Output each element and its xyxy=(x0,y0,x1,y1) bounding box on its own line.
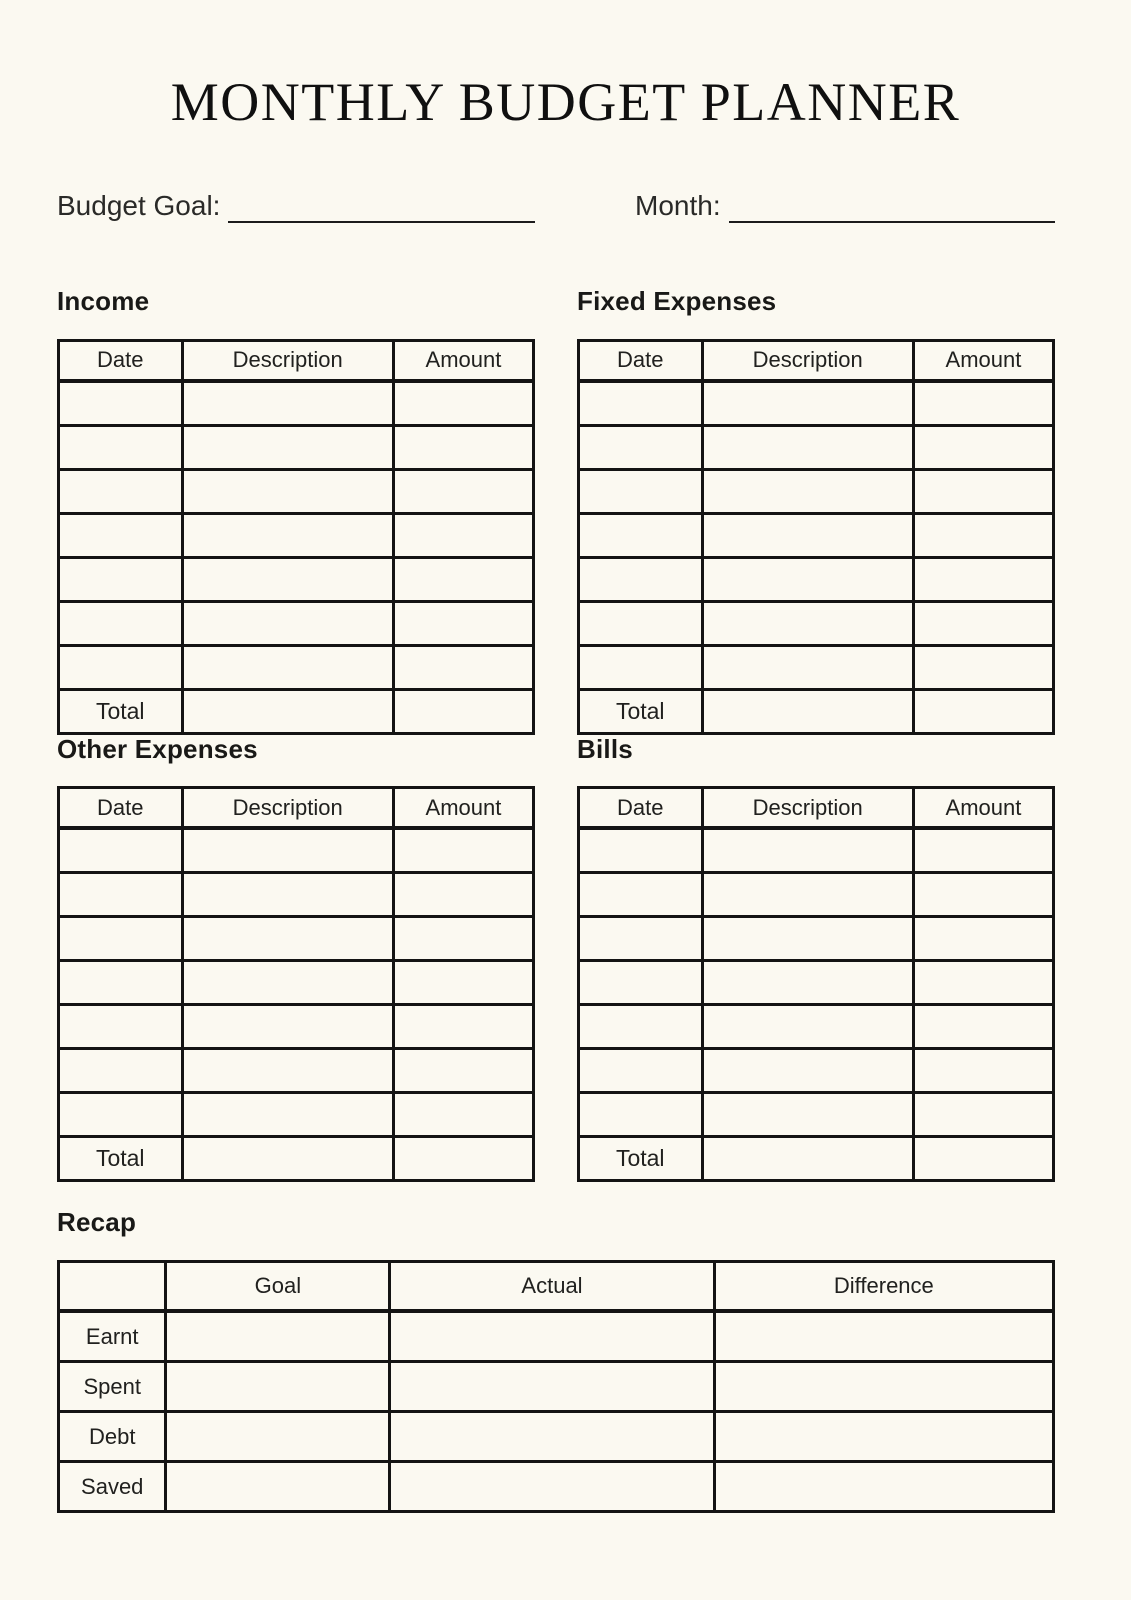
empty-cell[interactable] xyxy=(579,557,703,601)
fixed-expenses-table xyxy=(577,339,1055,735)
month-input-line[interactable] xyxy=(729,185,1055,223)
empty-cell[interactable] xyxy=(59,873,183,917)
table-row xyxy=(579,873,1054,917)
empty-cell[interactable] xyxy=(59,381,183,426)
header-fields-row xyxy=(57,185,1131,223)
empty-cell[interactable] xyxy=(393,469,533,513)
empty-cell[interactable] xyxy=(913,1049,1053,1093)
empty-cell[interactable] xyxy=(59,513,183,557)
tables-grid xyxy=(57,287,1131,1183)
empty-cell[interactable] xyxy=(393,828,533,873)
debt-actual-cell[interactable] xyxy=(390,1412,714,1462)
empty-cell[interactable] xyxy=(59,1093,183,1137)
table-row xyxy=(59,828,534,873)
date-column-header: Date xyxy=(579,788,703,829)
table-row xyxy=(579,1093,1054,1137)
empty-cell[interactable] xyxy=(579,425,703,469)
other-expenses-table xyxy=(57,786,535,1182)
empty-cell[interactable] xyxy=(913,873,1053,917)
empty-cell[interactable] xyxy=(702,1093,913,1137)
income-table xyxy=(57,339,535,735)
empty-cell[interactable] xyxy=(579,1093,703,1137)
actual-column-header: Actual xyxy=(390,1262,714,1312)
empty-cell[interactable] xyxy=(393,601,533,645)
total-amount-cell[interactable] xyxy=(393,689,533,733)
empty-cell[interactable] xyxy=(393,873,533,917)
income-heading: Income xyxy=(57,285,150,316)
empty-cell[interactable] xyxy=(913,961,1053,1005)
table-row xyxy=(59,1005,534,1049)
recap-section xyxy=(57,1208,1131,1513)
empty-cell[interactable] xyxy=(913,381,1053,426)
month-field xyxy=(577,185,1055,223)
amount-column-header: Amount xyxy=(913,788,1053,829)
total-description-cell[interactable] xyxy=(702,1137,913,1181)
empty-cell[interactable] xyxy=(913,425,1053,469)
table-header-row xyxy=(59,340,534,381)
empty-cell[interactable] xyxy=(182,645,393,689)
empty-cell[interactable] xyxy=(393,645,533,689)
fixed-expenses-heading: Fixed Expenses xyxy=(577,285,777,316)
empty-cell[interactable] xyxy=(579,601,703,645)
total-description-cell[interactable] xyxy=(702,689,913,733)
table-header-row xyxy=(59,788,534,829)
empty-cell[interactable] xyxy=(182,1005,393,1049)
empty-cell[interactable] xyxy=(913,1005,1053,1049)
empty-cell[interactable] xyxy=(913,513,1053,557)
description-column-header: Description xyxy=(702,788,913,829)
total-label: Total xyxy=(579,1137,703,1181)
empty-cell[interactable] xyxy=(702,557,913,601)
empty-cell[interactable] xyxy=(913,1093,1053,1137)
total-label: Total xyxy=(59,689,183,733)
empty-cell[interactable] xyxy=(182,1093,393,1137)
empty-cell[interactable] xyxy=(579,873,703,917)
total-row xyxy=(59,689,534,733)
empty-cell[interactable] xyxy=(182,469,393,513)
table-row xyxy=(579,917,1054,961)
amount-column-header: Amount xyxy=(393,788,533,829)
table-row xyxy=(59,1093,534,1137)
table-header-row xyxy=(579,340,1054,381)
empty-cell[interactable] xyxy=(702,469,913,513)
earnt-difference-cell[interactable] xyxy=(714,1311,1053,1362)
month-label: Month: xyxy=(635,190,721,222)
saved-actual-cell[interactable] xyxy=(390,1462,714,1512)
date-column-header: Date xyxy=(59,340,183,381)
recap-row-earnt xyxy=(59,1311,1054,1362)
empty-cell[interactable] xyxy=(913,469,1053,513)
other-expenses-section xyxy=(57,735,535,1183)
table-row xyxy=(59,425,534,469)
empty-cell[interactable] xyxy=(702,513,913,557)
empty-cell[interactable] xyxy=(702,645,913,689)
goal-column-header: Goal xyxy=(166,1262,390,1312)
empty-cell[interactable] xyxy=(393,1093,533,1137)
recap-row-label: Saved xyxy=(59,1462,166,1512)
spent-goal-cell[interactable] xyxy=(166,1362,390,1412)
empty-cell[interactable] xyxy=(702,873,913,917)
empty-cell[interactable] xyxy=(702,381,913,426)
table-row xyxy=(59,645,534,689)
table-row xyxy=(59,873,534,917)
empty-cell[interactable] xyxy=(913,917,1053,961)
empty-cell[interactable] xyxy=(702,917,913,961)
empty-cell[interactable] xyxy=(579,1049,703,1093)
empty-cell[interactable] xyxy=(702,601,913,645)
table-row xyxy=(579,469,1054,513)
table-row xyxy=(59,469,534,513)
empty-cell[interactable] xyxy=(182,917,393,961)
table-row xyxy=(579,425,1054,469)
amount-column-header: Amount xyxy=(393,340,533,381)
empty-cell[interactable] xyxy=(913,557,1053,601)
empty-cell[interactable] xyxy=(702,1049,913,1093)
empty-cell[interactable] xyxy=(913,645,1053,689)
debt-goal-cell[interactable] xyxy=(166,1412,390,1462)
empty-cell[interactable] xyxy=(579,469,703,513)
empty-cell[interactable] xyxy=(702,961,913,1005)
description-column-header: Description xyxy=(182,340,393,381)
bills-table xyxy=(577,786,1055,1182)
recap-row-label: Spent xyxy=(59,1362,166,1412)
empty-cell[interactable] xyxy=(59,1005,183,1049)
date-column-header: Date xyxy=(59,788,183,829)
page-title: MONTHLY BUDGET PLANNER xyxy=(170,72,961,132)
table-row xyxy=(579,381,1054,426)
income-section xyxy=(57,287,535,735)
table-row xyxy=(579,1049,1054,1093)
empty-cell[interactable] xyxy=(59,961,183,1005)
empty-cell[interactable] xyxy=(182,425,393,469)
empty-cell[interactable] xyxy=(579,513,703,557)
difference-column-header: Difference xyxy=(714,1262,1053,1312)
spent-difference-cell[interactable] xyxy=(714,1362,1053,1412)
earnt-goal-cell[interactable] xyxy=(166,1311,390,1362)
empty-cell[interactable] xyxy=(393,381,533,426)
table-row xyxy=(59,513,534,557)
empty-cell[interactable] xyxy=(59,917,183,961)
total-row xyxy=(59,1137,534,1181)
empty-cell[interactable] xyxy=(579,645,703,689)
empty-cell[interactable] xyxy=(393,513,533,557)
empty-cell[interactable] xyxy=(59,425,183,469)
empty-cell[interactable] xyxy=(393,1005,533,1049)
empty-cell[interactable] xyxy=(59,1049,183,1093)
empty-cell[interactable] xyxy=(579,1005,703,1049)
recap-row-label: Debt xyxy=(59,1412,166,1462)
description-column-header: Description xyxy=(702,340,913,381)
empty-cell[interactable] xyxy=(59,645,183,689)
table-row xyxy=(579,645,1054,689)
budget-goal-label: Budget Goal: xyxy=(57,190,221,222)
empty-cell[interactable] xyxy=(182,828,393,873)
table-row xyxy=(579,1005,1054,1049)
empty-cell[interactable] xyxy=(182,513,393,557)
total-row xyxy=(579,689,1054,733)
total-label: Total xyxy=(579,689,703,733)
total-label: Total xyxy=(59,1137,183,1181)
fixed-expenses-section xyxy=(577,287,1055,735)
empty-cell[interactable] xyxy=(393,961,533,1005)
empty-cell[interactable] xyxy=(913,601,1053,645)
empty-cell[interactable] xyxy=(182,381,393,426)
recap-header-row xyxy=(59,1262,1054,1312)
total-amount-cell[interactable] xyxy=(913,1137,1053,1181)
empty-cell[interactable] xyxy=(702,425,913,469)
empty-cell[interactable] xyxy=(393,917,533,961)
empty-cell[interactable] xyxy=(913,828,1053,873)
recap-row-debt xyxy=(59,1412,1054,1462)
earnt-actual-cell[interactable] xyxy=(390,1311,714,1362)
empty-cell[interactable] xyxy=(579,828,703,873)
empty-cell[interactable] xyxy=(579,961,703,1005)
empty-cell[interactable] xyxy=(393,557,533,601)
table-row xyxy=(579,961,1054,1005)
table-header-row xyxy=(579,788,1054,829)
table-row xyxy=(579,557,1054,601)
empty-cell[interactable] xyxy=(182,557,393,601)
empty-cell[interactable] xyxy=(702,828,913,873)
saved-difference-cell[interactable] xyxy=(714,1462,1053,1512)
total-amount-cell[interactable] xyxy=(913,689,1053,733)
debt-difference-cell[interactable] xyxy=(714,1412,1053,1462)
empty-cell[interactable] xyxy=(59,828,183,873)
table-row xyxy=(59,381,534,426)
other-expenses-heading: Other Expenses xyxy=(57,733,258,764)
budget-goal-field xyxy=(57,185,535,223)
amount-column-header: Amount xyxy=(913,340,1053,381)
empty-cell[interactable] xyxy=(59,469,183,513)
recap-table xyxy=(57,1260,1055,1513)
spent-actual-cell[interactable] xyxy=(390,1362,714,1412)
table-row xyxy=(579,601,1054,645)
empty-cell[interactable] xyxy=(579,381,703,426)
empty-cell[interactable] xyxy=(182,961,393,1005)
budget-goal-input-line[interactable] xyxy=(228,185,535,223)
total-description-cell[interactable] xyxy=(182,1137,393,1181)
table-row xyxy=(59,1049,534,1093)
recap-corner-cell xyxy=(59,1262,166,1312)
empty-cell[interactable] xyxy=(59,601,183,645)
date-column-header: Date xyxy=(579,340,703,381)
bills-heading: Bills xyxy=(577,733,633,764)
bills-section xyxy=(577,735,1055,1183)
recap-row-saved xyxy=(59,1462,1054,1512)
empty-cell[interactable] xyxy=(393,1049,533,1093)
description-column-header: Description xyxy=(182,788,393,829)
recap-heading: Recap xyxy=(57,1207,137,1238)
table-row xyxy=(59,917,534,961)
table-row xyxy=(59,601,534,645)
table-row xyxy=(59,961,534,1005)
empty-cell[interactable] xyxy=(393,425,533,469)
recap-row-label: Earnt xyxy=(59,1311,166,1362)
saved-goal-cell[interactable] xyxy=(166,1462,390,1512)
empty-cell[interactable] xyxy=(579,917,703,961)
empty-cell[interactable] xyxy=(182,1049,393,1093)
table-row xyxy=(59,557,534,601)
table-row xyxy=(579,513,1054,557)
empty-cell[interactable] xyxy=(702,1005,913,1049)
recap-row-spent xyxy=(59,1362,1054,1412)
total-row xyxy=(579,1137,1054,1181)
empty-cell[interactable] xyxy=(182,601,393,645)
empty-cell[interactable] xyxy=(59,557,183,601)
total-description-cell[interactable] xyxy=(182,689,393,733)
table-row xyxy=(579,828,1054,873)
total-amount-cell[interactable] xyxy=(393,1137,533,1181)
empty-cell[interactable] xyxy=(182,873,393,917)
